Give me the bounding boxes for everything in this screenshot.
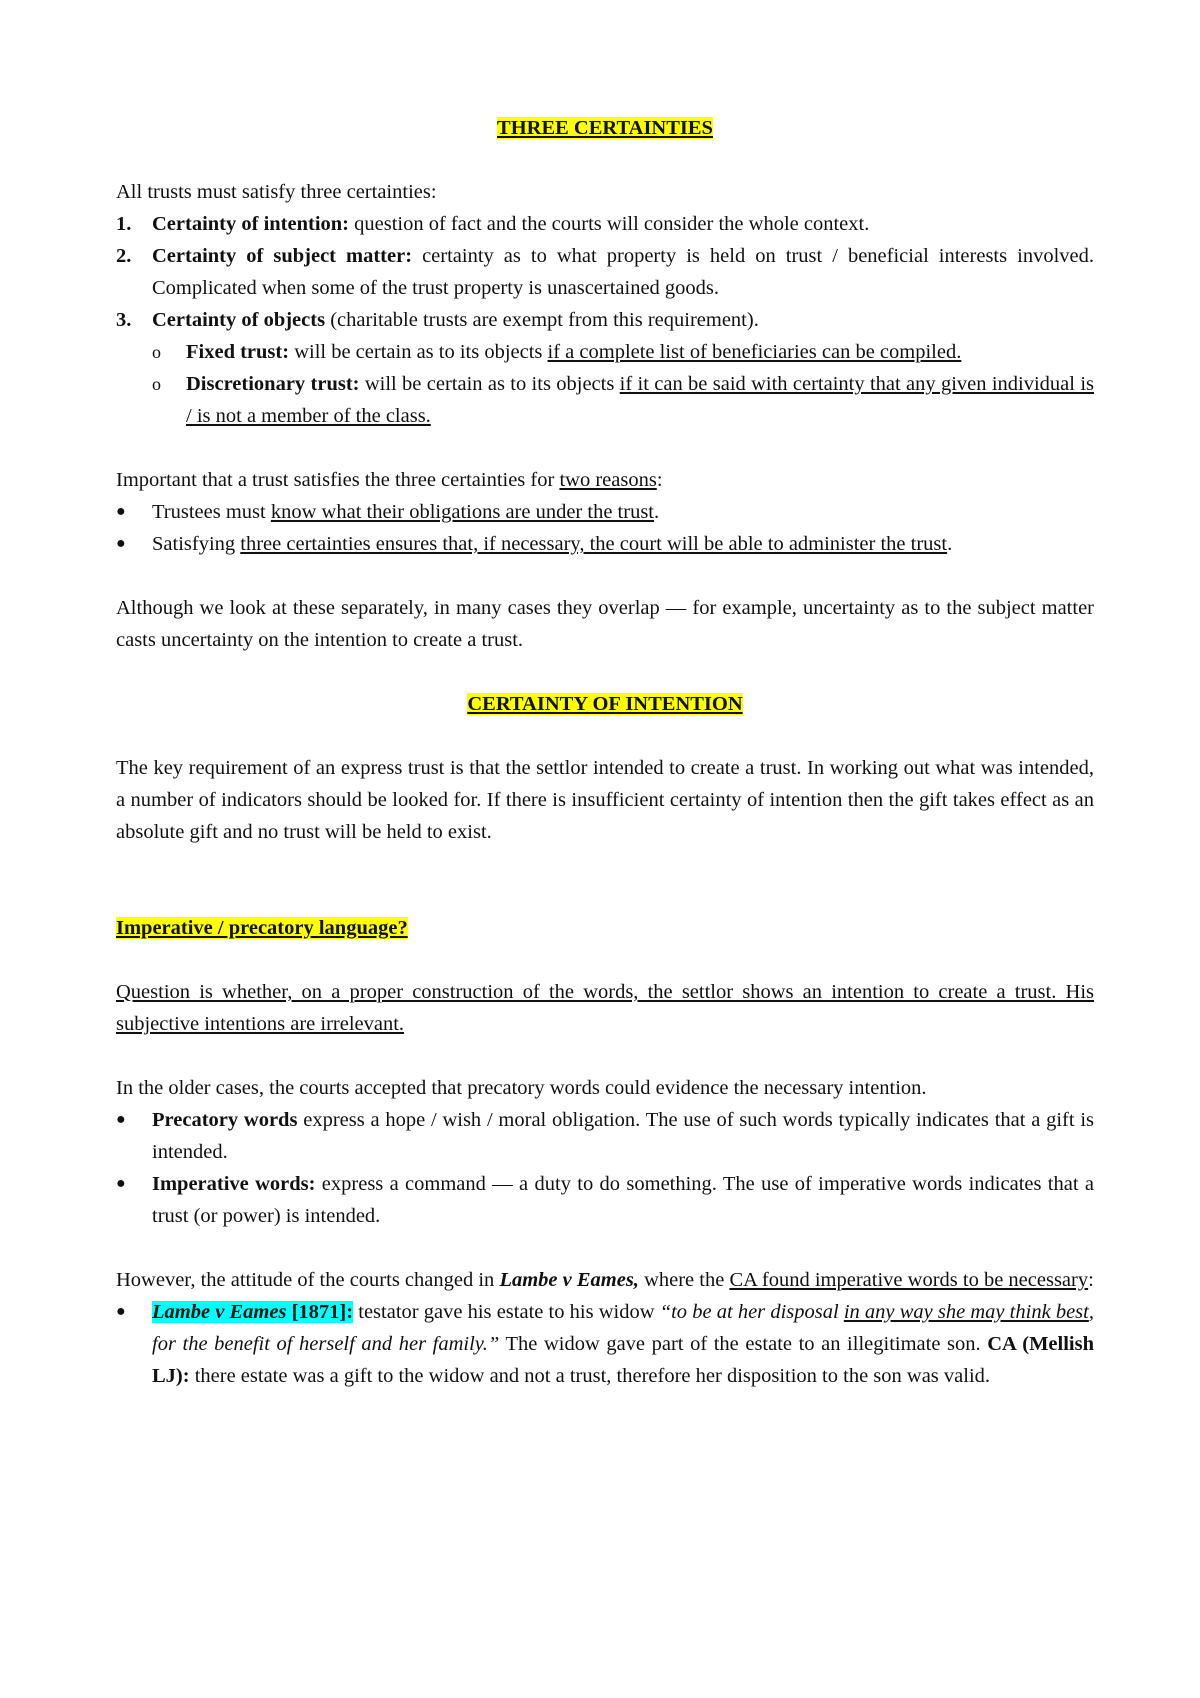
bullet-icon: ●: [116, 503, 126, 520]
list-item: 3. Certainty of objects (charitable trusts are exempt from this requirement).: [116, 304, 1094, 336]
sub-list-item: o Discretionary trust: will be certain as to its objects if it can be said with certainty that any given individual is / is not a member of the class.: [116, 368, 1094, 432]
case-citation: Lambe v Eames [1871]:: [152, 1301, 354, 1323]
list-item: 2. Certainty of subject matter: certainty as to what property is held on trust / beneficial interests involved. Complicated when some of the trust property is unascertained goods.: [116, 240, 1094, 304]
list-item: ● Imperative words: express a command — a duty to do something. The use of imperative words indicates that a trust (or power) is intended.: [116, 1168, 1094, 1232]
heading-three-certainties: THREE CERTAINTIES: [497, 117, 713, 139]
reasons-intro: Important that a trust satisfies the three certainties for two reasons:: [116, 469, 663, 491]
heading-certainty-of-intention: CERTAINTY OF INTENTION: [467, 693, 743, 715]
bullet-icon: ●: [116, 535, 126, 552]
list-item: ● Trustees must know what their obligations are under the trust.: [116, 496, 1094, 528]
subheading-imperative: Imperative / precatory language?: [116, 917, 408, 939]
document-body: [116, 112, 1094, 1392]
older-cases-text: In the older cases, the courts accepted that precatory words could evidence the necessary intention.: [116, 1077, 927, 1099]
circle-bullet-icon: o: [152, 342, 161, 362]
list-item: ● Satisfying three certainties ensures that, if necessary, the court will be able to administer the trust.: [116, 528, 1094, 560]
circle-bullet-icon: o: [152, 374, 161, 394]
list-item: ● Lambe v Eames [1871]: testator gave his estate to his widow “to be at her disposal in any way she may think best, for the benefit of herself and her family.” The widow gave part of the estate to an illegitimate son. CA (Mellish LJ): there estate was a gift to the widow and not a trust, therefore her disposition to the son was valid.: [116, 1296, 1094, 1392]
bullet-icon: ●: [116, 1175, 126, 1192]
intention-paragraph: The key requirement of an express trust is that the settlor intended to create a trust. In working out what was intended, a number of indicators should be looked for. If there is insufficient certainty of intention then the gift takes effect as an absolute gift and no trust will be held to exist.: [116, 757, 1094, 843]
bullet-icon: ●: [116, 1111, 126, 1128]
list-number: 3.: [116, 309, 132, 331]
intro-text: All trusts must satisfy three certainties:: [116, 181, 437, 203]
list-item: ● Precatory words express a hope / wish / moral obligation. The use of such words typically indicates that a gift is intended.: [116, 1104, 1094, 1168]
list-number: 2.: [116, 245, 132, 267]
overlap-paragraph: Although we look at these separately, in many cases they overlap — for example, uncertainty as to the subject matter casts uncertainty on the intention to create a trust.: [116, 597, 1094, 651]
however-paragraph: However, the attitude of the courts changed in Lambe v Eames, where the CA found imperative words to be necessary:: [116, 1269, 1094, 1291]
bullet-icon: ●: [116, 1303, 126, 1320]
list-item: 1. Certainty of intention: question of fact and the courts will consider the whole context.: [116, 208, 1094, 240]
list-number: 1.: [116, 213, 132, 235]
sub-list-item: o Fixed trust: will be certain as to its objects if a complete list of beneficiaries can be compiled.: [116, 336, 1094, 368]
question-paragraph: Question is whether, on a proper construction of the words, the settlor shows an intention to create a trust. His subjective intentions are irrelevant.: [116, 981, 1094, 1035]
